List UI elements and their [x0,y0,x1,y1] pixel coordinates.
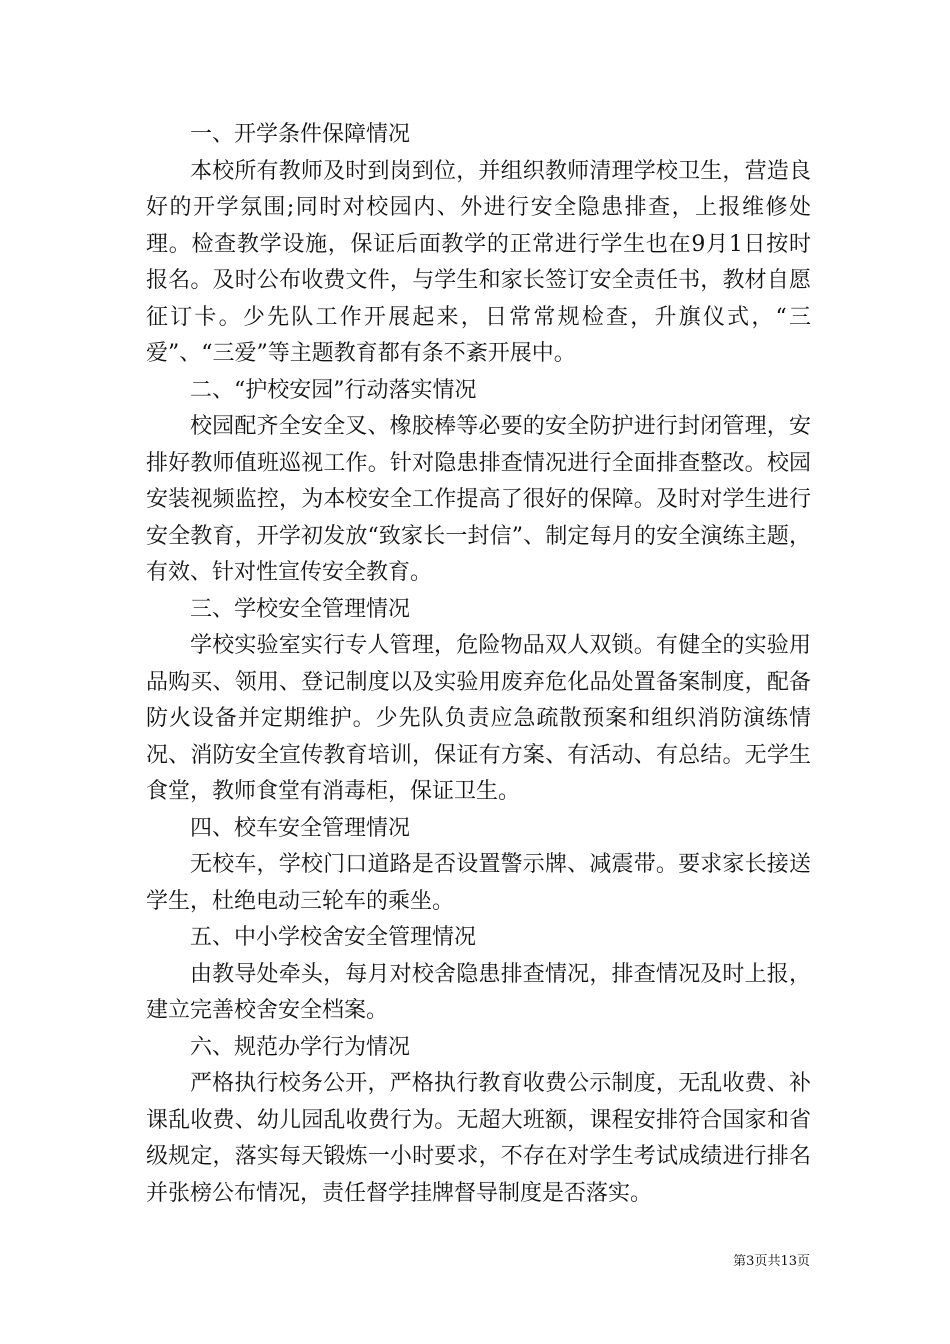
section-body-1: 本校所有教师及时到岗到位，并组织教师清理学校卫生，营造良好的开学氛围;同时对校园内、外进行安全隐患排查，上报维修处理。检查教学设施，保证后面教学的正常进行学生也在9月1日按时报名。及时公布收费文件，与学生和家长签订安全责任书，教材自愿征订卡。少先队工作开展起来，日常常规检查，升旗仪式，“三爱”、“三爱”等主题教育都有条不紊开展中。 [146,158,811,366]
section-heading-4: 四、校车安全管理情况 [190,815,411,841]
section-body-3: 学校实验室实行专人管理，危险物品双人双锁。有健全的实验用品购买、领用、登记制度以及实验用废弃危化品处置备案制度，配备防火设备并定期维护。少先队负责应急疏散预案和组织消防演练情况、消防安全宣传教育培训，保证有方案、有活动、有总结。无学生食堂，教师食堂有消毒柜，保证卫生。 [146,633,811,804]
section-body-2: 校园配齐全安全叉、橡胶棒等必要的安全防护进行封闭管理，安排好教师值班巡视工作。针对隐患排查情况进行全面排查整改。校园安装视频监控，为本校安全工作提高了很好的保障。及时对学生进行安全教育，开学初发放“致家长一封信”、制定每月的安全演练主题，有效、针对性宣传安全教育。 [146,414,811,585]
section-body-6: 严格执行校务公开，严格执行教育收费公示制度，无乱收费、补课乱收费、幼儿园乱收费行为。无超大班额，课程安排符合国家和省级规定，落实每天锻炼一小时要求，不存在对学生考试成绩进行排名并张榜公布情况，责任督学挂牌督导制度是否落实。 [146,1071,811,1206]
page-number: 第3页共13页 [733,1254,810,1269]
section-body-5: 由教导处牵头，每月对校舍隐患排查情况，排查情况及时上报，建立完善校舍安全档案。 [146,961,811,1023]
section-heading-2: 二、“护校安园”行动落实情况 [190,377,477,403]
document-body [146,117,811,1212]
section-heading-6: 六、规范办学行为情况 [190,1034,411,1060]
section-body-4: 无校车，学校门口道路是否设置警示牌、减震带。要求家长接送学生，杜绝电动三轮车的乘坐。 [146,852,811,914]
section-heading-3: 三、学校安全管理情况 [190,596,411,622]
section-heading-1: 一、开学条件保障情况 [190,122,411,147]
section-heading-5: 五、中小学校舍安全管理情况 [190,925,477,950]
